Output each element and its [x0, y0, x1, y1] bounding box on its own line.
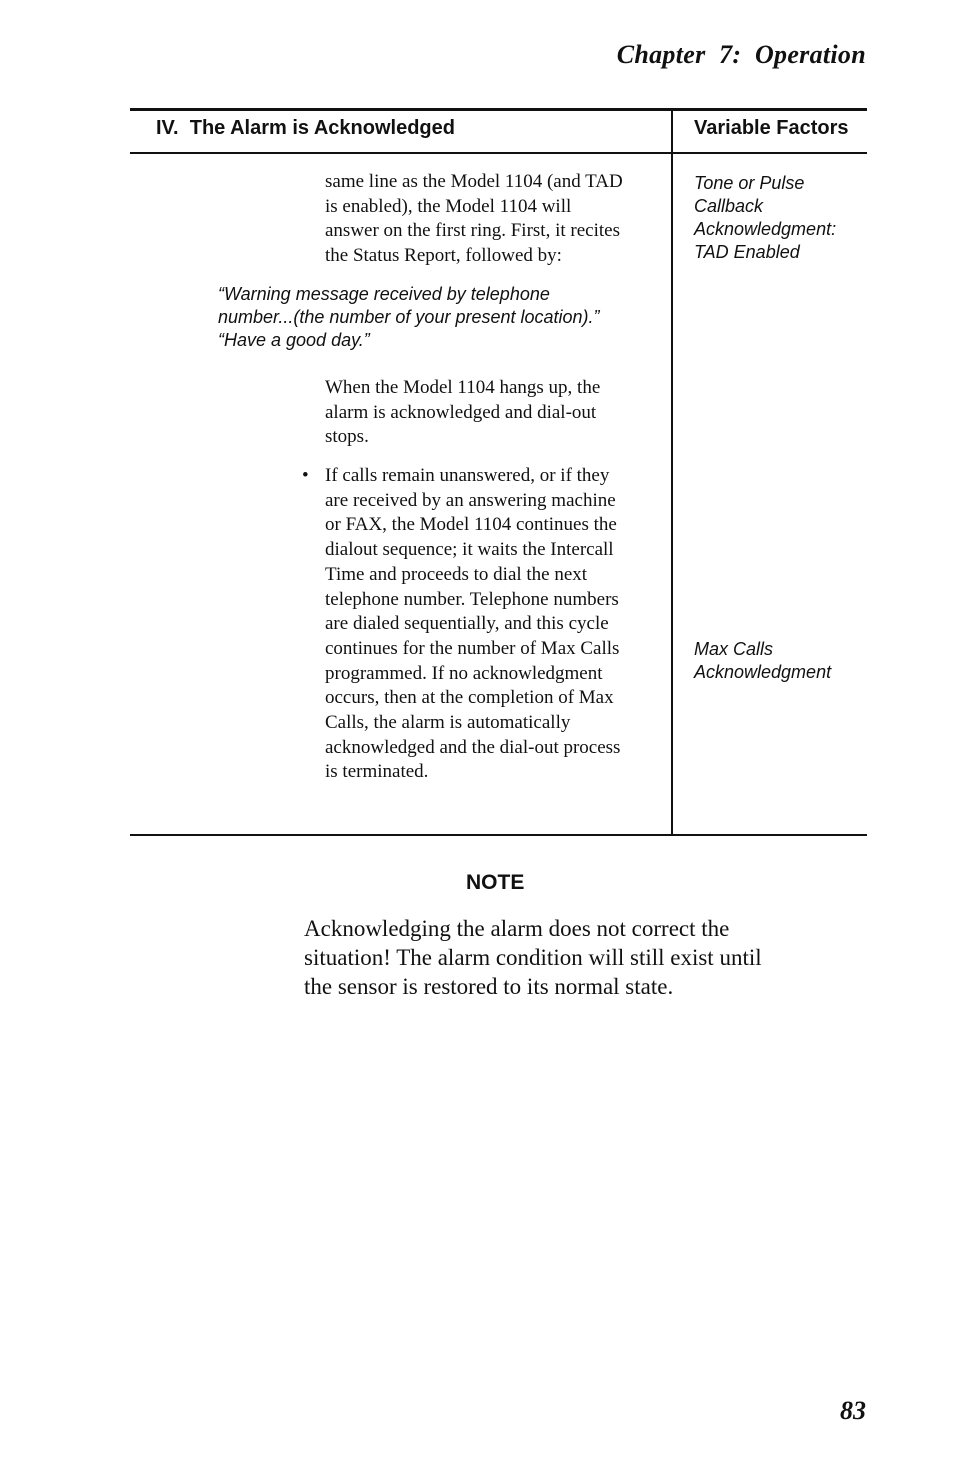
text-line: dialout sequence; it waits the Intercall [325, 539, 614, 561]
note-line: the sensor is restored to its normal state. [304, 974, 674, 999]
paragraph-unanswered-calls [325, 464, 655, 785]
quote-line: “Have a good day.” [218, 330, 370, 350]
text-line: programmed. If no acknowledgment [325, 662, 603, 684]
quote-line: number...(the number of your present location).” [218, 307, 600, 327]
factor-line: Callback [694, 196, 764, 216]
variable-factors-max-calls [694, 638, 831, 684]
variable-factors-status [694, 172, 836, 264]
spoken-message-quote [218, 283, 600, 352]
text-line: continues for the number of Max Calls [325, 637, 620, 659]
text-line: are received by an answering machine [325, 489, 616, 511]
factor-line: Acknowledgment: [694, 219, 837, 239]
page-number: 83 [840, 1396, 866, 1425]
text-line: are dialed sequentially, and this cycle [325, 613, 609, 635]
table-header-rule [130, 152, 867, 154]
text-line: If calls remain unanswered, or if they [325, 465, 610, 486]
table-column-divider [671, 110, 673, 835]
factor-line: Max Calls [694, 639, 774, 659]
paragraph-hang-up [325, 376, 655, 450]
text-line: alarm is acknowledged and dial-out [325, 401, 597, 423]
section-heading: IV. The Alarm is Acknowledged [156, 117, 455, 139]
chapter-header: Chapter 7: Operation [616, 40, 866, 69]
text-line: occurs, then at the completion of Max [325, 687, 614, 709]
text-line: stops. [325, 426, 369, 448]
note-body [304, 914, 762, 1001]
note-line: situation! The alarm condition will still exist until [304, 945, 762, 970]
quote-line: “Warning message received by telephone [218, 284, 550, 304]
text-line: telephone number. Telephone numbers [325, 588, 619, 610]
text-line: or FAX, the Model 1104 continues the [325, 514, 617, 536]
paragraph-status-report [325, 170, 655, 269]
variable-factors-heading: Variable Factors [694, 117, 849, 139]
bullet-marker: • [302, 465, 309, 486]
note-line: Acknowledging the alarm does not correct the [304, 916, 730, 941]
text-line: the Status Report, followed by: [325, 245, 562, 267]
note-title: NOTE [466, 871, 525, 894]
text-line: answer on the first ring. First, it recites [325, 220, 620, 242]
text-line: Time and proceeds to dial the next [325, 563, 588, 585]
text-line: is enabled), the Model 1104 will [325, 195, 572, 217]
text-line: same line as the Model 1104 (and TAD [325, 171, 623, 192]
factor-line: Tone or Pulse [694, 173, 805, 193]
text-line: When the Model 1104 hangs up, the [325, 377, 601, 398]
text-line: acknowledged and the dial-out process [325, 736, 621, 758]
table-top-rule [130, 108, 867, 111]
factor-line: Acknowledgment [694, 662, 832, 682]
text-line: is terminated. [325, 761, 429, 783]
factor-line: TAD Enabled [694, 242, 800, 262]
table-bottom-rule [130, 834, 867, 836]
text-line: Calls, the alarm is automatically [325, 712, 571, 734]
